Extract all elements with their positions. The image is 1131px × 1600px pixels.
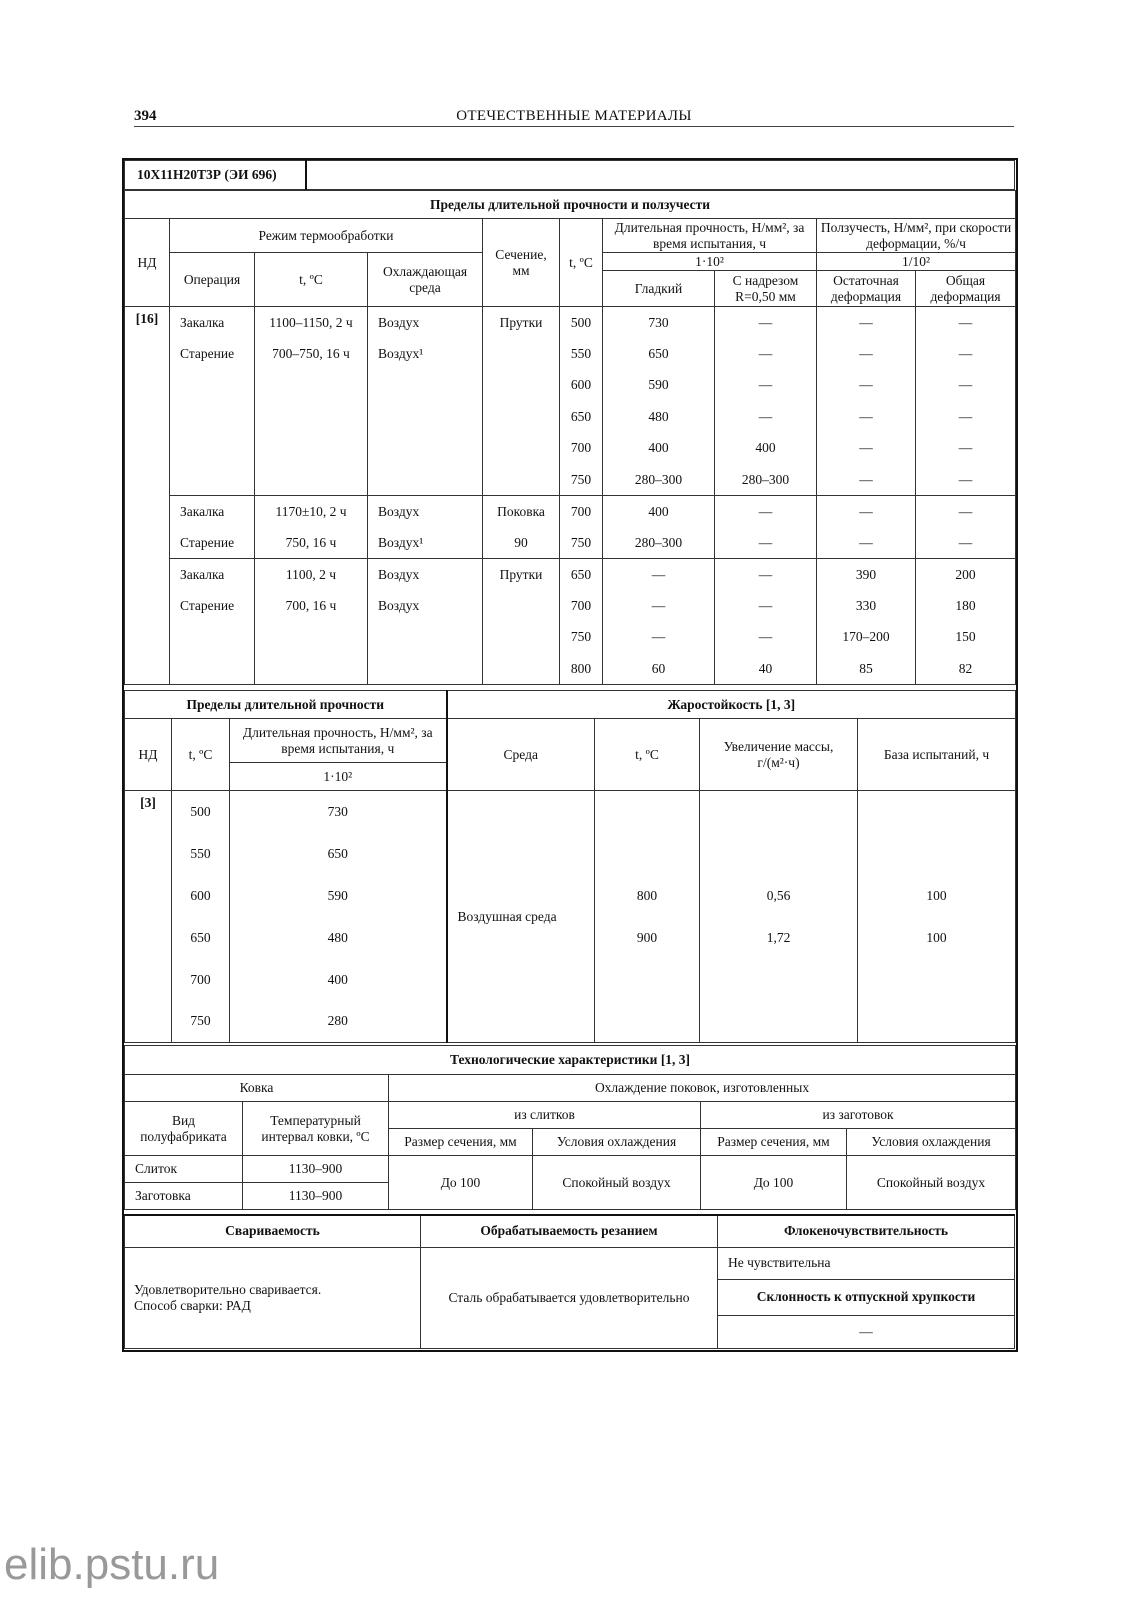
temp-cell: 500 xyxy=(560,307,603,339)
cooling-cell: Воздух xyxy=(368,590,483,622)
residual-header: Остаточная деформация xyxy=(817,271,916,307)
kind-cell: Заготовка xyxy=(125,1183,243,1210)
billet-cond-header: Условия охлаждения xyxy=(847,1129,1016,1156)
operation-cell xyxy=(170,622,255,654)
kind-cell: Слиток xyxy=(125,1156,243,1183)
base-cell xyxy=(858,791,1016,1043)
operation-cell xyxy=(170,653,255,685)
treat-temp-cell: 750, 16 ч xyxy=(255,527,368,559)
operation-cell: Старение xyxy=(170,590,255,622)
strength-header: Длительная прочность, Н/мм², за время испытания, ч xyxy=(603,219,817,253)
notch-cell: — xyxy=(715,496,817,528)
billet-size-header: Размер сечения, мм xyxy=(701,1129,847,1156)
grade-name: 10Х11Н20Т3Р (ЭИ 696) xyxy=(125,161,306,190)
total-cell: 200 xyxy=(916,559,1016,591)
rupture-nd-header: НД xyxy=(125,719,172,791)
temper-text: — xyxy=(718,1315,1015,1348)
residual-cell: — xyxy=(817,496,916,528)
creep-row xyxy=(125,401,1016,433)
smooth-header: Гладкий xyxy=(603,271,715,307)
section-cell xyxy=(483,622,560,654)
section-cell: Прутки xyxy=(483,307,560,339)
scale-temp-cell-value: 900 xyxy=(636,929,658,945)
treat-temp-cell xyxy=(255,653,368,685)
treat-temp-header: t, ºС xyxy=(255,253,368,307)
section-cell: Поковка xyxy=(483,496,560,528)
mass-cell-value: 1,72 xyxy=(766,929,791,945)
mass-header: Увеличение массы, г/(м²·ч) xyxy=(700,719,858,791)
smooth-cell: 400 xyxy=(603,496,715,528)
temp-cell: 800 xyxy=(560,653,603,685)
notch-cell: 40 xyxy=(715,653,817,685)
residual-cell: — xyxy=(817,401,916,433)
regime-header: Режим термообработки xyxy=(170,219,483,253)
temp-cell: 750 xyxy=(560,464,603,496)
temp-cell: 650 xyxy=(560,401,603,433)
operation-header: Операция xyxy=(170,253,255,307)
ingot-size-header: Размер сечения, мм xyxy=(389,1129,533,1156)
creep-rate-header: 1/10² xyxy=(817,253,1016,271)
notch-header: С надрезом R=0,50 мм xyxy=(715,271,817,307)
temp-header: t, ºС xyxy=(560,219,603,307)
mass-cell xyxy=(700,791,858,1043)
operation-cell: Закалка xyxy=(170,559,255,591)
interval-cell: 1130–900 xyxy=(243,1183,389,1210)
temp-cell: 750 xyxy=(560,622,603,654)
total-cell: 82 xyxy=(916,653,1016,685)
cooling-cell: Воздух xyxy=(368,496,483,528)
treat-temp-cell: 1170±10, 2 ч xyxy=(255,496,368,528)
ingot-cond-header: Условия охлаждения xyxy=(533,1129,701,1156)
kind-header: Вид полуфабриката xyxy=(125,1102,243,1156)
properties-table xyxy=(124,1214,1015,1349)
section-cell xyxy=(483,370,560,402)
smooth-cell: 730 xyxy=(603,307,715,339)
notch-cell: — xyxy=(715,401,817,433)
cooling-cell xyxy=(368,653,483,685)
residual-cell: 170–200 xyxy=(817,622,916,654)
forging-header: Ковка xyxy=(125,1075,389,1102)
total-cell: — xyxy=(916,401,1016,433)
section-cell xyxy=(483,590,560,622)
scale-title: Жаростойкость [1, 3] xyxy=(447,691,1016,719)
total-cell: — xyxy=(916,338,1016,370)
rupture-title: Пределы длительной прочности xyxy=(125,691,447,719)
creep-row xyxy=(125,622,1016,654)
from-ingots-header: из слитков xyxy=(389,1102,701,1129)
billet-size-cell: До 100 xyxy=(701,1156,847,1210)
cooling-cell xyxy=(368,464,483,496)
operation-cell xyxy=(170,433,255,465)
smooth-cell: — xyxy=(603,590,715,622)
operation-cell: Закалка xyxy=(170,307,255,339)
weld-text xyxy=(125,1247,421,1348)
page-number: 394 xyxy=(134,108,157,124)
smooth-cell: 400 xyxy=(603,433,715,465)
residual-cell: 330 xyxy=(817,590,916,622)
temp-cell: 700 xyxy=(560,496,603,528)
page-header xyxy=(134,104,1014,127)
treat-temp-cell xyxy=(255,464,368,496)
rupture-temp-cell: 600 xyxy=(172,875,230,917)
creep-row xyxy=(125,370,1016,402)
section-cell xyxy=(483,433,560,465)
cooling-cell xyxy=(368,370,483,402)
treat-temp-cell xyxy=(255,622,368,654)
base-cell-value: 100 xyxy=(926,887,947,903)
treat-temp-cell xyxy=(255,401,368,433)
flake-text: Не чувствительна xyxy=(718,1247,1015,1279)
cooling-cell xyxy=(368,433,483,465)
residual-cell: — xyxy=(817,338,916,370)
interval-cell: 1130–900 xyxy=(243,1156,389,1183)
scale-temp-cell-value: 800 xyxy=(636,887,658,903)
from-billets-header: из заготовок xyxy=(701,1102,1016,1129)
section-header: Сечение, мм xyxy=(483,219,560,307)
creep-row xyxy=(125,559,1016,591)
cooling-cell: Воздух xyxy=(368,307,483,339)
total-header: Общая деформация xyxy=(916,271,1016,307)
nd-header: НД xyxy=(125,219,170,307)
rupture-strength-cell: 650 xyxy=(230,833,447,875)
smooth-cell: — xyxy=(603,559,715,591)
section-cell xyxy=(483,464,560,496)
section-cell xyxy=(483,401,560,433)
rupture-temp-cell: 500 xyxy=(172,791,230,833)
rupture-temp-cell: 650 xyxy=(172,917,230,959)
creep-row xyxy=(125,496,1016,528)
base-cell-value: 100 xyxy=(926,929,947,945)
mass-cell-value: 0,56 xyxy=(766,887,791,903)
rupture-time-header: 1·10² xyxy=(230,763,447,791)
operation-cell xyxy=(170,370,255,402)
temp-cell: 700 xyxy=(560,433,603,465)
total-cell: — xyxy=(916,527,1016,559)
residual-cell: — xyxy=(817,433,916,465)
notch-cell: — xyxy=(715,307,817,339)
notch-cell: — xyxy=(715,622,817,654)
operation-cell: Старение xyxy=(170,527,255,559)
notch-cell: 280–300 xyxy=(715,464,817,496)
grade-header-table xyxy=(124,160,1015,190)
smooth-cell: 280–300 xyxy=(603,527,715,559)
rupture-strength-cell: 730 xyxy=(230,791,447,833)
weld-title: Свариваемость xyxy=(125,1215,421,1247)
treat-temp-cell: 1100–1150, 2 ч xyxy=(255,307,368,339)
ingot-cond-cell: Спокойный воздух xyxy=(533,1156,701,1210)
nd-ref: [16] xyxy=(125,307,170,685)
notch-cell: — xyxy=(715,338,817,370)
rupture-strength-header: Длительная прочность, Н/мм², за время испытания, ч xyxy=(230,719,447,763)
residual-cell: 85 xyxy=(817,653,916,685)
rupture-row xyxy=(125,791,1016,833)
ingot-size-cell: До 100 xyxy=(389,1156,533,1210)
rupture-strength-cell: 400 xyxy=(230,959,447,1001)
temp-cell: 750 xyxy=(560,527,603,559)
operation-cell xyxy=(170,401,255,433)
total-cell: — xyxy=(916,433,1016,465)
section-cell: 90 xyxy=(483,527,560,559)
residual-cell: — xyxy=(817,307,916,339)
weld-text-line: Удовлетворительно сваривается. xyxy=(134,1281,322,1297)
creep-row xyxy=(125,464,1016,496)
scale-temp-header: t, ºС xyxy=(595,719,700,791)
treat-temp-cell: 1100, 2 ч xyxy=(255,559,368,591)
notch-cell: — xyxy=(715,370,817,402)
notch-cell: — xyxy=(715,559,817,591)
total-cell: — xyxy=(916,496,1016,528)
rupture-nd-ref: [3] xyxy=(125,791,172,1043)
creep-row xyxy=(125,653,1016,685)
operation-cell xyxy=(170,464,255,496)
creep-title: Пределы длительной прочности и ползучести xyxy=(125,191,1016,219)
operation-cell: Старение xyxy=(170,338,255,370)
temp-cell: 550 xyxy=(560,338,603,370)
residual-cell: — xyxy=(817,464,916,496)
rupture-temp-cell: 550 xyxy=(172,833,230,875)
smooth-cell: 590 xyxy=(603,370,715,402)
notch-cell: — xyxy=(715,527,817,559)
section-cell xyxy=(483,338,560,370)
total-cell: — xyxy=(916,464,1016,496)
rupture-temp-cell: 700 xyxy=(172,959,230,1001)
operation-cell: Закалка xyxy=(170,496,255,528)
temp-cell: 700 xyxy=(560,590,603,622)
notch-cell: — xyxy=(715,590,817,622)
temp-cell: 600 xyxy=(560,370,603,402)
cooling-cell: Воздух¹ xyxy=(368,527,483,559)
cooling-cell: Воздух¹ xyxy=(368,338,483,370)
smooth-cell: 650 xyxy=(603,338,715,370)
residual-cell: 390 xyxy=(817,559,916,591)
smooth-cell: 480 xyxy=(603,401,715,433)
creep-row xyxy=(125,527,1016,559)
rupture-temp-header: t, ºС xyxy=(172,719,230,791)
cooling-cell: Воздух xyxy=(368,559,483,591)
rupture-scale-table xyxy=(124,690,1016,1043)
creep-row xyxy=(125,433,1016,465)
tech-table xyxy=(124,1045,1016,1210)
total-cell: 150 xyxy=(916,622,1016,654)
section-cell: Прутки xyxy=(483,559,560,591)
creep-table xyxy=(124,190,1016,685)
env-cell: Воздушная среда xyxy=(447,791,595,1043)
treat-temp-cell xyxy=(255,370,368,402)
env-header: Среда xyxy=(447,719,595,791)
creep-row xyxy=(125,590,1016,622)
base-header: База испытаний, ч xyxy=(858,719,1016,791)
temper-title: Склонность к отпускной хрупкости xyxy=(718,1279,1015,1315)
smooth-cell: 60 xyxy=(603,653,715,685)
rupture-strength-cell: 280 xyxy=(230,1001,447,1043)
temp-cell: 650 xyxy=(560,559,603,591)
cooling-header: Охлаждение поковок, изготовленных xyxy=(389,1075,1016,1102)
rupture-temp-cell: 750 xyxy=(172,1001,230,1043)
flake-title: Флокеночувствительность xyxy=(718,1215,1015,1247)
total-cell: — xyxy=(916,307,1016,339)
machin-title: Обрабатываемость резанием xyxy=(421,1215,718,1247)
billet-cond-cell: Спокойный воздух xyxy=(847,1156,1016,1210)
treat-temp-cell: 700, 16 ч xyxy=(255,590,368,622)
smooth-cell: 280–300 xyxy=(603,464,715,496)
rupture-strength-cell: 590 xyxy=(230,875,447,917)
machin-text: Сталь обрабатывается удовлетворительно xyxy=(421,1247,718,1348)
residual-cell: — xyxy=(817,527,916,559)
smooth-cell: — xyxy=(603,622,715,654)
cooling-header: Охлаждающая среда xyxy=(368,253,483,307)
treat-temp-cell: 700–750, 16 ч xyxy=(255,338,368,370)
rupture-strength-cell: 480 xyxy=(230,917,447,959)
interval-header: Температурный интервал ковки, ºС xyxy=(243,1102,389,1156)
cooling-cell xyxy=(368,401,483,433)
total-cell: — xyxy=(916,370,1016,402)
creep-row xyxy=(125,307,1016,339)
tech-title: Технологические характеристики [1, 3] xyxy=(125,1046,1016,1075)
weld-text-line: Способ сварки: РАД xyxy=(134,1297,251,1313)
total-cell: 180 xyxy=(916,590,1016,622)
watermark: elib.pstu.ru xyxy=(4,1540,220,1589)
scale-temp-cell xyxy=(595,791,700,1043)
creep-row xyxy=(125,338,1016,370)
strength-time-header: 1·10² xyxy=(603,253,817,271)
cooling-cell xyxy=(368,622,483,654)
creep-header: Ползучесть, Н/мм², при скорости деформации, %/ч xyxy=(817,219,1016,253)
residual-cell: — xyxy=(817,370,916,402)
treat-temp-cell xyxy=(255,433,368,465)
notch-cell: 400 xyxy=(715,433,817,465)
section-cell xyxy=(483,653,560,685)
running-title: ОТЕЧЕСТВЕННЫЕ МАТЕРИАЛЫ xyxy=(456,108,692,124)
